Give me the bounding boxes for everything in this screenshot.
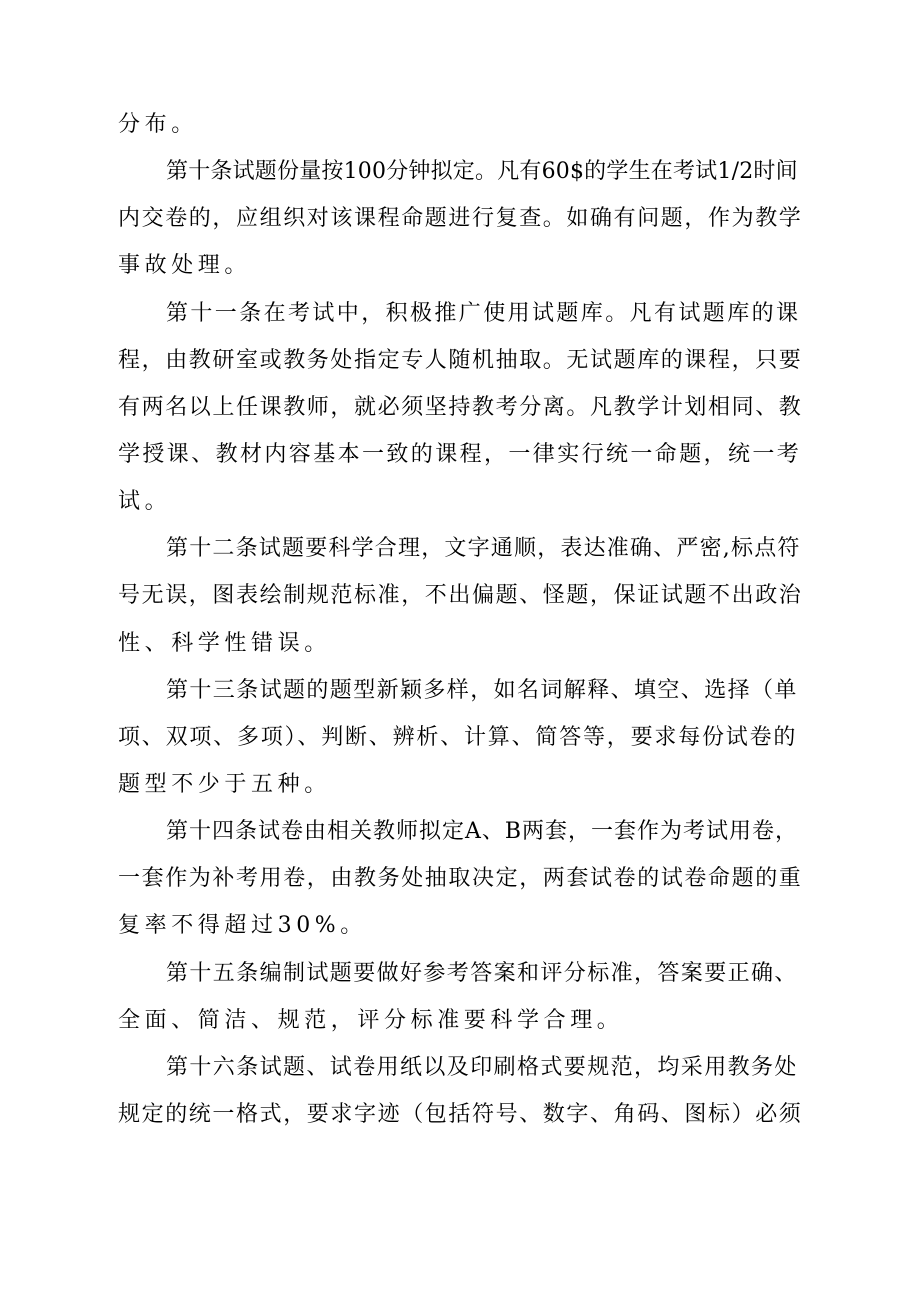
text-line: 复率不得超过30%。 bbox=[118, 913, 367, 938]
text-line: 程，由教研室或教务处指定专人随机抽取。无试题库的课程，只要 bbox=[118, 348, 803, 373]
text-line: 第十四条试卷由相关教师拟定A、B两套，一套作为考试用卷， bbox=[166, 819, 799, 844]
text-line: 事故处理。 bbox=[118, 253, 252, 278]
text-line: 有两名以上任课教师，就必须坚持教考分离。凡教学计划相同、教 bbox=[118, 395, 803, 420]
text-line: 全面、简洁、规范，评分标准要科学合理。 bbox=[118, 1008, 624, 1033]
text-line: 号无误，图表绘制规范标准，不出偏题、怪题，保证试题不出政治 bbox=[118, 583, 803, 608]
text-line: 性、科学性错误。 bbox=[118, 631, 331, 656]
text-line: 第十二条试题要科学合理，文字通顺，表达准确、严密,标点符 bbox=[166, 536, 801, 561]
text-line: 试。 bbox=[118, 489, 172, 514]
text-line: 项、双项、多项）、判断、辨析、计算、简答等，要求每份试卷的 bbox=[118, 725, 798, 750]
text-line: 学授课、教材内容基本一致的课程，一律实行统一命题，统一考 bbox=[118, 442, 802, 467]
text-line: 第十条试题份量按100分钟拟定。凡有60$的学生在考试1/2时间 bbox=[166, 159, 798, 184]
text-line: 内交卷的，应组织对该课程命题进行复查。如确有问题，作为教学 bbox=[118, 206, 803, 231]
text-line: 第十六条试题、试卷用纸以及印刷格式要规范，均采用教务处 bbox=[166, 1055, 798, 1080]
text-line: 规定的统一格式，要求字迹（包括符号、数字、角码、图标）必须 bbox=[118, 1102, 803, 1127]
text-line: 第十一条在考试中，积极推广使用试题库。凡有试题库的课 bbox=[166, 301, 801, 326]
text-line: 一套作为补考用卷，由教务处抽取决定，两套试卷的试卷命题的重 bbox=[118, 866, 803, 891]
text-line: 分布。 bbox=[118, 112, 198, 137]
text-line: 第十三条试题的题型新颖多样，如名词解释、填空、选择（单 bbox=[166, 678, 798, 703]
text-line: 题型不少于五种。 bbox=[118, 772, 331, 797]
text-line: 第十五条编制试题要做好参考答案和评分标准，答案要正确、 bbox=[166, 961, 798, 986]
